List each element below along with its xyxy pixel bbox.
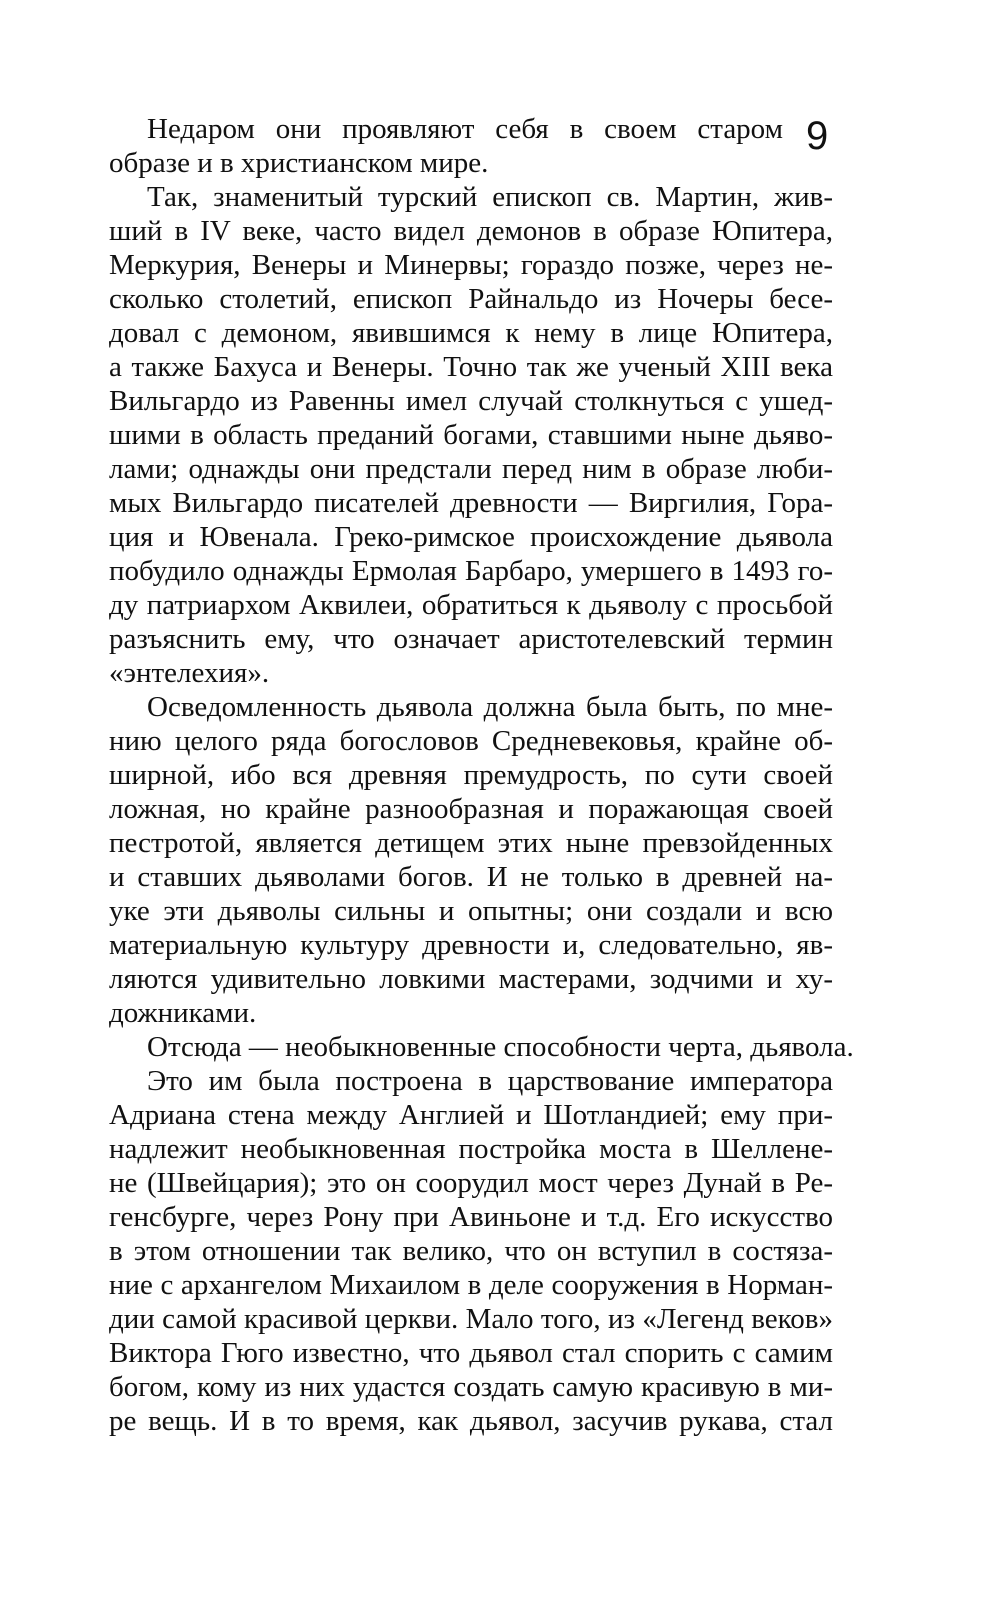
text-line: материальную культуру древности и, следовательно, яв- — [109, 929, 833, 961]
text-line: генсбурге, через Рону при Авиньоне и т.д. Его искусство — [109, 1201, 833, 1233]
text-line: надлежит необыкновенная постройка моста в Шеллене- — [109, 1133, 833, 1165]
body-text — [109, 112, 854, 1438]
text-line: уке эти дьяволы сильны и опытны; они создали и всю — [109, 895, 833, 927]
text-line: богом, кому из них удастся создать самую красивую в ми- — [109, 1371, 833, 1403]
text-line: ший в IV веке, часто видел демонов в образе Юпитера, — [109, 215, 833, 247]
text-line: Это им была построена в царствование императора — [147, 1065, 833, 1097]
text-line: довал с демоном, явившимся к нему в лице Юпитера, — [109, 317, 833, 349]
text-line: ширной, ибо вся древняя премудрость, по сути своей — [109, 759, 833, 791]
text-line: ду патриархом Аквилеи, обратиться к дьяволу с просьбой — [109, 589, 833, 621]
text-line: ре вещь. И в то время, как дьявол, засучив рукава, стал — [109, 1405, 833, 1437]
text-line: нию целого ряда богословов Средневековья, крайне об- — [109, 725, 833, 757]
text-line: образе и в христианском мире. — [109, 147, 489, 179]
text-line: Отсюда — необыкновенные способности черта, дьявола. — [147, 1031, 854, 1063]
text-line: ние с архангелом Михаилом в деле сооружения в Норман- — [109, 1269, 833, 1301]
text-line: Осведомленность дьявола должна была быть, по мне- — [147, 691, 833, 723]
text-line: а также Бахуса и Венеры. Точно так же ученый XIII века — [109, 351, 833, 383]
text-line: пестротой, является детищем этих ныне превзойденных — [109, 827, 833, 859]
text-line: побудило однажды Ермолая Барбаро, умершего в 1493 го- — [109, 555, 833, 587]
text-line: разъяснить ему, что означает аристотелевский термин — [109, 623, 833, 655]
text-line: дии самой красивой церкви. Мало того, из «Легенд веков» — [109, 1303, 833, 1335]
text-line: дожниками. — [109, 997, 257, 1029]
text-line: лами; однажды они предстали перед ним в образе люби- — [109, 453, 833, 485]
text-line: Адриана стена между Англией и Шотландией; ему при- — [109, 1099, 833, 1131]
text-line: Меркурия, Венеры и Минервы; гораздо позже, через не- — [109, 249, 833, 281]
text-line: мых Вильгардо писателей древности — Виргилия, Гора- — [109, 487, 833, 519]
text-line: ляются удивительно ловкими мастерами, зодчими и ху- — [109, 963, 833, 995]
text-line: ложная, но крайне разнообразная и поражающая своей — [109, 793, 833, 825]
text-line: шими в область преданий богами, ставшими ныне дьяво- — [109, 419, 833, 451]
text-line: Вильгардо из Равенны имел случай столкнуться с ушед- — [109, 385, 833, 417]
text-line: Так, знаменитый турский епископ св. Мартин, жив- — [147, 181, 833, 213]
text-line: и ставших дьяволами богов. И не только в древней на- — [109, 861, 833, 893]
text-line: в этом отношении так велико, что он вступил в состяза- — [109, 1235, 833, 1267]
text-line: Виктора Гюго известно, что дьявол стал спорить с самим — [109, 1337, 833, 1369]
page-number: 9 — [806, 114, 829, 158]
text-line: «энтелехия». — [109, 657, 270, 689]
text-line: сколько столетий, епископ Райнальдо из Ночеры бесе- — [109, 283, 833, 315]
text-line: Недаром они проявляют себя в своем старом — [147, 113, 783, 145]
text-line: не (Швейцария); это он соорудил мост через Дунай в Ре- — [109, 1167, 833, 1199]
text-line: ция и Ювенала. Греко-римское происхождение дьявола — [109, 521, 833, 553]
